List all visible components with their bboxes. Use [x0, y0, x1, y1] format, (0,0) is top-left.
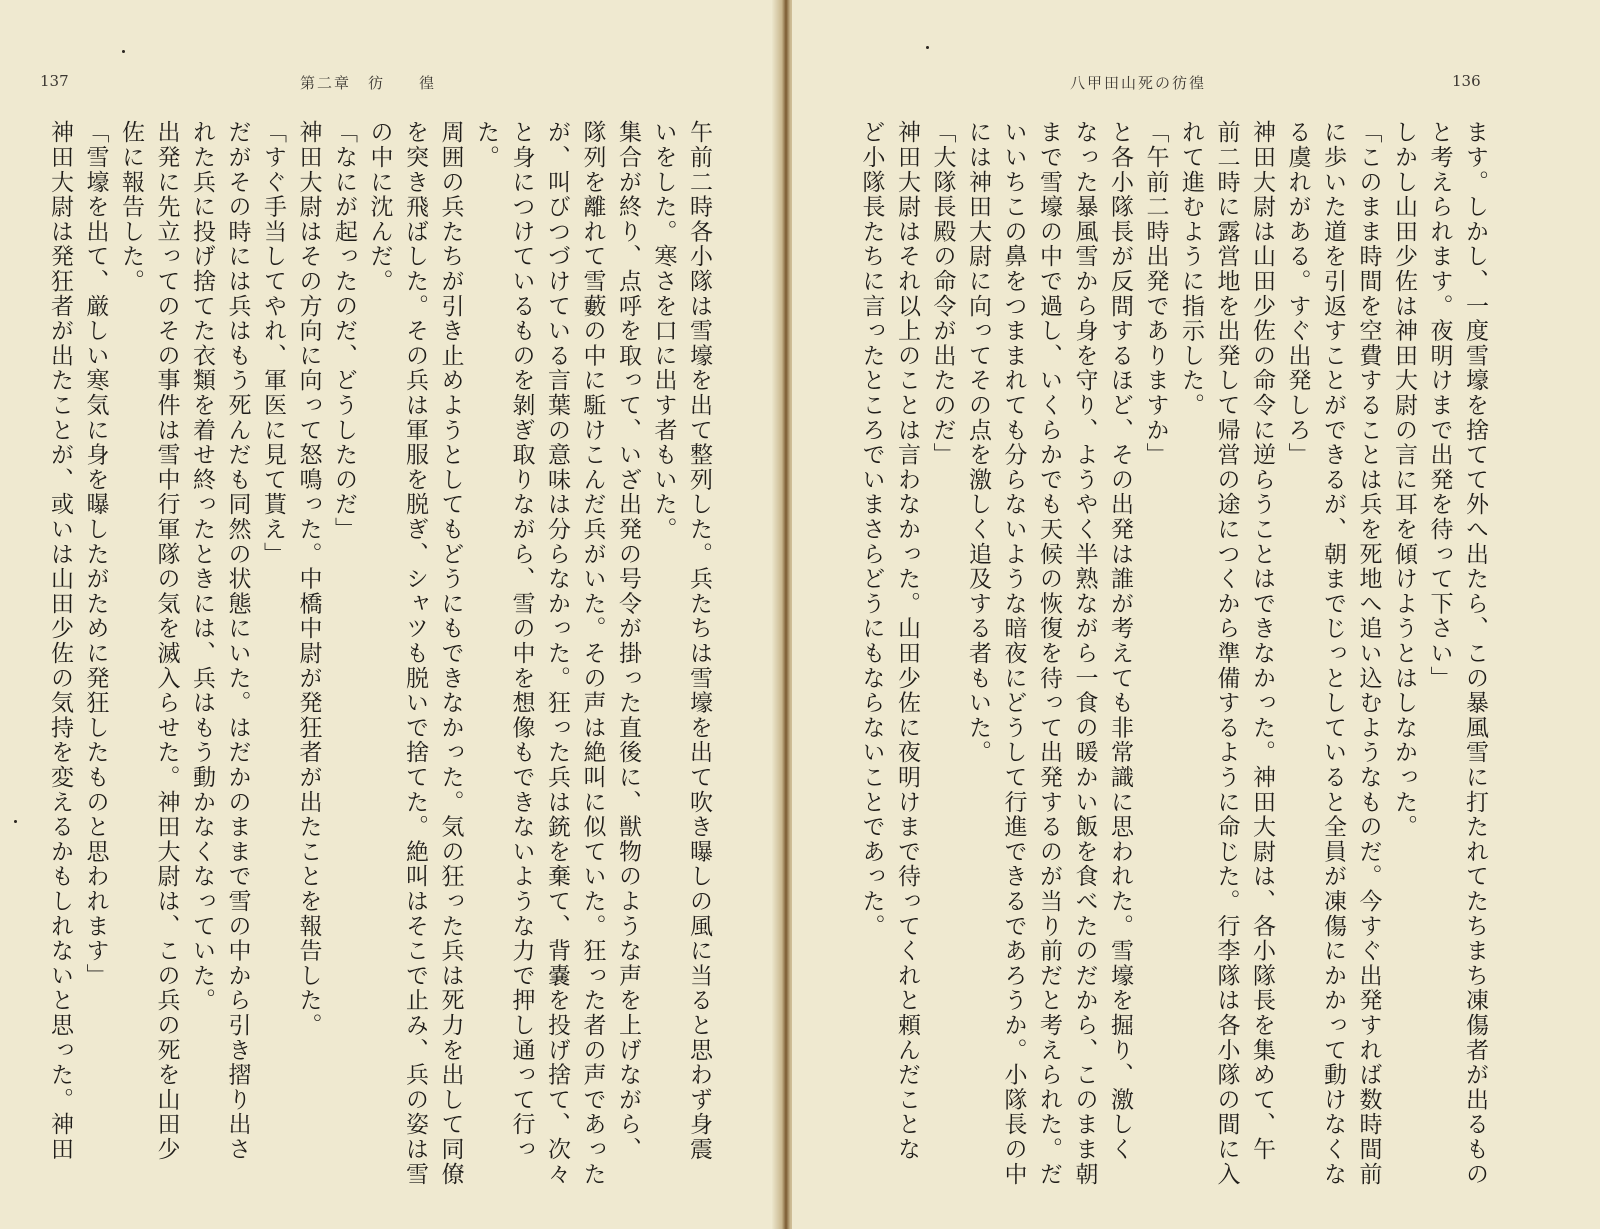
text-column: 出発に先立ってのその事件は雪中行軍隊の気を滅入らせた。神田大尉は、この兵の死を山田少: [153, 120, 180, 1162]
text-column: しかし山田少佐は神田大尉の言に耳を傾けようとはしなかった。: [1391, 120, 1417, 840]
left-page: [0, 0, 780, 1229]
running-head: 第二章 彷 徨: [300, 74, 437, 92]
text-column: まで雪壕の中で過し、いくらかでも天候の恢復を待って出発するのが当り前だと考えられた。だ: [1036, 120, 1062, 1187]
text-column: 周囲の兵たちが引き止めようとしてもどうにもできなかった。気の狂った兵は死力を出して同僚: [437, 120, 464, 1187]
text-column: を突き飛ばした。その兵は軍服を脱ぎ、シャツも脱いで捨てた。絶叫はそこで止み、兵の姿は雪: [402, 120, 428, 1187]
text-column: 「大隊長殿の命令が出たのだ」: [929, 120, 956, 468]
running-head: 八甲田山死の彷徨: [1070, 74, 1207, 92]
text-column: だがその時には兵はもう死んだも同然の状態にいた。はだかのままで雪の中から引き摺り出さ: [224, 120, 251, 1162]
page-number: 136: [1452, 72, 1481, 90]
print-speck: [14, 820, 17, 823]
text-column: 佐に報告した。: [118, 120, 144, 294]
text-column: いいちこの鼻をつままれても分らないような暗夜にどうして行進できるであろうか。小隊長の中: [1000, 120, 1027, 1187]
text-column: 「雪壕を出て、厳しい寒気に身を曝したがために発狂したものと思われます」: [82, 120, 109, 988]
text-column: の中に沈んだ。: [366, 120, 393, 294]
text-column: ます。しかし、一度雪壕を捨てて外へ出たら、この暴風雪に打たれてたちまち凍傷者が出るもの: [1462, 120, 1488, 1187]
text-column: れた兵に投げ捨てた衣類を着せ終ったときには、兵はもう動かなくなっていた。: [189, 120, 215, 1013]
text-column: には神田大尉に向ってその点を激しく追及する者もいた。: [965, 120, 991, 765]
text-column: 「このまま時間を空費することは兵を死地へ追い込むようなものだ。今すぐ出発すれば数時間前: [1355, 120, 1382, 1187]
text-column: 神田大尉は発狂者が出たことが、或いは山田少佐の気持を変えるかもしれないと思った。神田: [47, 120, 73, 1162]
text-column: に歩いた道を引返すことができるが、朝までじっとしていると全員が凍傷にかかって動けなくな: [1320, 120, 1346, 1187]
text-column: 神田大尉は山田少佐の命令に逆らうことはできなかった。神田大尉は、各小隊長を集めて、午: [1249, 120, 1275, 1162]
text-column: 「午前二時出発でありますか」: [1142, 120, 1169, 468]
text-column: と身につけているものを剝ぎ取りながら、雪の中を想像もできないような力で押し通って行った。: [473, 120, 535, 1162]
right-page: [792, 0, 1600, 1229]
body-text: [40, 120, 716, 1210]
text-column: と考えられます。夜明けまで出発を待って下さい」: [1426, 120, 1453, 691]
text-column: なった暴風雪から身を守り、ようやく半熟ながら一食の暖かい飯を食べたのだから、このまま朝: [1071, 120, 1098, 1187]
print-speck: [122, 50, 125, 53]
page-number: 137: [40, 72, 69, 90]
text-column: 前二時に露営地を出発して帰営の途につくから準備するように命じた。行李隊は各小隊の間に入: [1213, 120, 1240, 1187]
text-column: 「すぐ手当してやれ、軍医に見て貰え」: [260, 120, 286, 567]
text-column: ど小隊長たちに言ったところでいまさらどうにもならないことであった。: [858, 120, 885, 939]
text-column: る虞れがある。すぐ出発しろ」: [1284, 120, 1311, 468]
text-column: が、叫びつづけている言葉の意味は分らなかった。狂った兵は銃を棄て、背嚢を投げ捨て、次々: [544, 120, 570, 1187]
print-speck: [926, 46, 929, 49]
text-column: と各小隊長が反問するほど、その出発は誰が考えても非常識に思われた。雪壕を掘り、激しく: [1107, 120, 1133, 1162]
text-column: 神田大尉はそれ以上のことは言わなかった。山田少佐に夜明けまで待ってくれと頼んだことな: [894, 120, 920, 1162]
text-column: 神田大尉はその方向に向って怒鳴った。中橋中尉が発狂者が出たことを報告した。: [295, 120, 322, 1038]
text-column: 午前二時各小隊は雪壕を出て整列した。兵たちは雪壕を出て吹き曝しの風に当ると思わず身震: [686, 120, 712, 1162]
body-text: [814, 120, 1492, 1210]
text-column: 隊列を離れて雪藪の中に駈けこんだ兵がいた。その声は絶叫に似ていた。狂った者の声であった: [579, 120, 606, 1187]
text-column: 「なにが起ったのだ、どうしたのだ」: [331, 120, 357, 542]
text-column: いをした。寒さを口に出す者もいた。: [650, 120, 677, 542]
text-column: れて進むように指示した。: [1178, 120, 1204, 418]
text-column: 集合が終り、点呼を取って、いざ出発の号令が掛った直後に、獣物のような声を上げながら、: [615, 120, 641, 1162]
